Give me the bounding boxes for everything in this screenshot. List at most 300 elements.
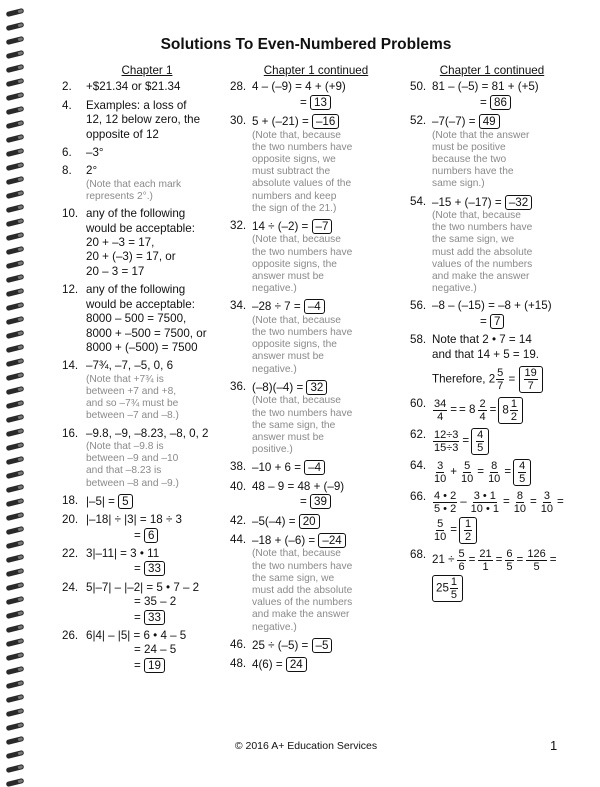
solution-text: any of the following bbox=[86, 207, 186, 221]
problem bbox=[410, 80, 574, 110]
problem-solution bbox=[252, 380, 402, 456]
problem-solution bbox=[432, 333, 574, 393]
explanatory-note: because the two bbox=[432, 154, 507, 166]
problem-number: 62. bbox=[410, 428, 427, 442]
solution-line: $\frac{34}{4}$ = = 8 $\frac{2}{4}$ = 8 $\frac{1}{2}$ bbox=[432, 397, 574, 424]
problem-solution bbox=[86, 164, 232, 203]
fraction bbox=[513, 490, 527, 515]
explanatory-note: the same sign, the bbox=[252, 419, 336, 431]
solution-line bbox=[432, 95, 574, 110]
problem-number: 6. bbox=[62, 146, 72, 160]
solution-text: –7(–7) = bbox=[432, 115, 479, 129]
fraction-numerator: 3 bbox=[543, 490, 550, 503]
problem-solution bbox=[252, 299, 402, 375]
fraction-numerator: 5 bbox=[497, 367, 504, 380]
explanatory-note: must subtract the bbox=[252, 166, 331, 178]
solution-line bbox=[86, 581, 232, 595]
binding-coil bbox=[6, 22, 25, 31]
boxed-answer: 13 bbox=[310, 95, 331, 110]
solution-line bbox=[432, 314, 574, 329]
solution-text: –15 + (–17) = bbox=[432, 195, 505, 209]
solution-line bbox=[252, 380, 402, 395]
solution-line bbox=[86, 113, 232, 127]
solution-text: 8000 + (–500) = 7500 bbox=[86, 340, 198, 354]
column-heading: Chapter 1 continued bbox=[263, 64, 369, 77]
binding-coil bbox=[6, 274, 25, 283]
solution-text: 20 – 3 = 17 bbox=[86, 264, 145, 278]
solution-line bbox=[252, 80, 402, 94]
solution-line bbox=[252, 638, 402, 653]
problem bbox=[62, 99, 232, 142]
solution-text: would be acceptable: bbox=[86, 221, 195, 235]
problem-number: 44. bbox=[230, 532, 247, 546]
boxed-answer: 5 bbox=[118, 494, 132, 509]
boxed-answer bbox=[513, 459, 531, 486]
binding-coil bbox=[6, 554, 25, 563]
boxed-answer bbox=[432, 575, 463, 602]
boxed-answer: 86 bbox=[490, 95, 511, 110]
explanatory-note: numbers have the bbox=[432, 166, 514, 178]
fraction bbox=[518, 460, 526, 485]
solution-text: Therefore, 2 bbox=[432, 372, 496, 386]
binding-coil bbox=[6, 666, 25, 675]
problem bbox=[410, 397, 574, 424]
problem-number: 8. bbox=[62, 164, 72, 178]
binding-coil bbox=[6, 316, 25, 325]
solution-line bbox=[252, 533, 402, 548]
explanatory-note: (Note that, because bbox=[252, 314, 341, 326]
boxed-answer: –5 bbox=[312, 638, 333, 653]
fraction bbox=[457, 548, 465, 573]
solution-line bbox=[252, 494, 402, 509]
solution-text: 4(6) = bbox=[252, 658, 286, 672]
binding-coil bbox=[6, 302, 25, 311]
explanatory-note: values of the numbers bbox=[432, 258, 533, 270]
binding-coil bbox=[6, 148, 25, 157]
boxed-answer: 24 bbox=[286, 657, 307, 672]
binding-coil bbox=[6, 470, 25, 479]
whole-number: = 8 bbox=[459, 403, 476, 417]
binding-coil bbox=[6, 596, 25, 605]
problem-solution bbox=[86, 146, 232, 160]
problem bbox=[230, 219, 402, 295]
problem-solution bbox=[252, 657, 402, 672]
problem bbox=[230, 80, 402, 110]
fraction-numerator: 8 bbox=[516, 490, 523, 503]
problem-solution bbox=[432, 299, 574, 329]
solution-text: would be acceptable: bbox=[86, 297, 195, 311]
binding-coil bbox=[6, 386, 25, 395]
boxed-answer: 39 bbox=[310, 494, 331, 509]
fraction-numerator: 5 bbox=[437, 518, 444, 531]
boxed-answer bbox=[459, 517, 477, 544]
problem-solution bbox=[432, 114, 574, 190]
binding-coil bbox=[6, 400, 25, 409]
boxed-answer: –24 bbox=[318, 533, 345, 548]
explanatory-note: opposite signs, the bbox=[252, 339, 337, 351]
solution-line bbox=[86, 283, 232, 297]
boxed-answer bbox=[471, 428, 489, 455]
fraction bbox=[433, 429, 459, 454]
solution-line bbox=[86, 359, 232, 373]
problem-solution bbox=[86, 359, 232, 422]
solution-line bbox=[86, 250, 232, 264]
fraction-numerator: 4 bbox=[519, 460, 526, 473]
fraction bbox=[464, 518, 472, 543]
fraction-denominator: 10 bbox=[540, 503, 554, 516]
solution-text: 21 ÷ bbox=[432, 553, 455, 567]
solution-text: 8000 + –500 = 7500, or bbox=[86, 326, 207, 340]
problem-number: 4. bbox=[62, 98, 72, 112]
problem bbox=[410, 548, 574, 602]
solution-text: 14 ÷ (–2) = bbox=[252, 220, 312, 234]
problem-solution bbox=[252, 460, 402, 475]
explanatory-note: the two numbers have bbox=[252, 560, 353, 572]
solution-text: = 35 – 2 bbox=[134, 595, 177, 609]
solution-text: any of the following bbox=[86, 283, 186, 297]
explanatory-note: absolute values of the bbox=[252, 178, 352, 190]
solution-line bbox=[86, 513, 232, 527]
fraction-numerator: 19 bbox=[524, 367, 537, 380]
binding-coil bbox=[6, 372, 25, 381]
explanatory-note: (Note that +7¾ is bbox=[86, 373, 164, 385]
explanatory-note: negative.) bbox=[252, 621, 297, 633]
fraction-numerator: 4 bbox=[477, 429, 484, 442]
explanatory-note: answer must be bbox=[252, 271, 324, 283]
solution-line bbox=[86, 312, 232, 326]
binding-coil bbox=[6, 540, 25, 549]
solution-text: –10 + 6 = bbox=[252, 461, 305, 475]
fraction-denominator: 10 bbox=[513, 503, 527, 516]
problem-solution bbox=[252, 533, 402, 634]
problem-number: 14. bbox=[62, 359, 79, 373]
solution-text: (–8)(–4) = bbox=[252, 380, 307, 394]
problem-solution bbox=[86, 513, 232, 543]
binding-coil bbox=[6, 358, 25, 367]
fraction-denominator: 4 bbox=[479, 411, 486, 424]
problem-solution bbox=[432, 548, 574, 602]
binding-coil bbox=[6, 92, 25, 101]
problem-number: 60. bbox=[410, 397, 427, 411]
fraction bbox=[450, 576, 458, 601]
solution-line: 21 ÷ $\frac{5}{6}$ = $\frac{21}{1}$ = $\frac{6}{5}$ = $\frac{126}{5}$ = 25 $\frac{1}{5}$ bbox=[432, 548, 557, 602]
binding-coil bbox=[6, 624, 25, 633]
solution-line bbox=[86, 643, 232, 657]
binding-coil bbox=[6, 512, 25, 521]
explanatory-note: must add the absolute bbox=[432, 246, 533, 258]
problem bbox=[62, 494, 232, 509]
fraction bbox=[510, 398, 518, 423]
solution-line bbox=[432, 299, 574, 313]
binding-coil bbox=[6, 722, 25, 731]
problem-number: 48. bbox=[230, 657, 247, 671]
solution-line bbox=[252, 114, 402, 129]
binding-coil bbox=[6, 442, 25, 451]
binding-coil bbox=[6, 330, 25, 339]
column-heading: Chapter 1 bbox=[121, 64, 173, 77]
binding-coil bbox=[6, 204, 25, 213]
fraction-numerator: 3 bbox=[437, 460, 444, 473]
problem bbox=[62, 427, 232, 490]
whole-number: 25 bbox=[436, 581, 449, 595]
problem bbox=[410, 490, 574, 544]
solution-line bbox=[86, 164, 232, 178]
solution-text: 12, 12 below zero, the bbox=[86, 113, 201, 127]
solution-line bbox=[252, 657, 402, 672]
explanatory-note: same sign.) bbox=[432, 178, 485, 190]
problem-solution bbox=[432, 490, 574, 544]
column-1 bbox=[62, 64, 232, 677]
boxed-answer: –4 bbox=[304, 299, 325, 314]
fraction-denominator: 15÷3 bbox=[434, 442, 459, 455]
solution-line bbox=[86, 99, 232, 113]
fraction-denominator: 1 bbox=[482, 561, 489, 574]
binding-coil bbox=[6, 428, 25, 437]
problem-number: 36. bbox=[230, 379, 247, 393]
solution-line bbox=[86, 128, 232, 142]
problem-solution bbox=[86, 283, 232, 355]
whole-number: 8 bbox=[502, 403, 509, 417]
fraction-numerator: 21 bbox=[479, 548, 492, 561]
problem-number: 38. bbox=[230, 460, 247, 474]
fraction-denominator: 2 bbox=[465, 531, 472, 544]
problem-number: 46. bbox=[230, 637, 247, 651]
explanatory-note: (Note that each mark bbox=[86, 178, 182, 190]
fraction-numerator: 12÷3 bbox=[434, 429, 459, 442]
boxed-answer: 19 bbox=[144, 658, 165, 673]
fraction bbox=[526, 548, 546, 573]
problem bbox=[62, 207, 232, 279]
solution-text: 20 + –3 = 17, bbox=[86, 236, 155, 250]
equals-sign: = bbox=[134, 562, 144, 576]
problem-solution bbox=[432, 428, 574, 455]
problem-solution bbox=[86, 494, 232, 509]
fraction-denominator: 5 bbox=[519, 473, 526, 486]
binding-coil bbox=[6, 708, 25, 717]
boxed-answer bbox=[498, 397, 523, 424]
fraction bbox=[478, 548, 492, 573]
problem-solution bbox=[432, 459, 574, 486]
problem bbox=[230, 380, 402, 456]
problem-number: 34. bbox=[230, 299, 247, 313]
explanatory-note: the two numbers have bbox=[432, 222, 533, 234]
fraction bbox=[496, 367, 504, 392]
binding-coil bbox=[6, 568, 25, 577]
fraction-denominator: 7 bbox=[527, 380, 534, 393]
problem-number: 32. bbox=[230, 219, 247, 233]
fraction-numerator: 34 bbox=[434, 398, 447, 411]
problem-solution bbox=[252, 638, 402, 653]
solution-text: –5(–4) = bbox=[252, 514, 299, 528]
fraction-denominator: 5 bbox=[533, 561, 540, 574]
solution-line bbox=[86, 80, 232, 94]
problem bbox=[230, 460, 402, 475]
equals-sign: = bbox=[134, 528, 144, 542]
binding-coil bbox=[6, 246, 25, 255]
fraction-denominator: 10 bbox=[434, 473, 447, 486]
binding-coil bbox=[6, 638, 25, 647]
binding-coil bbox=[6, 232, 25, 241]
problem-solution bbox=[86, 207, 232, 279]
solution-line: $\frac{12\div 3}{15\div 3}$ = $\frac{4}{5}$ bbox=[432, 428, 574, 455]
fraction bbox=[505, 548, 513, 573]
explanatory-note: represents 2°.) bbox=[86, 191, 153, 203]
solution-text: Examples: a loss of bbox=[86, 98, 187, 112]
problem-number: 18. bbox=[62, 493, 79, 507]
solution-text: –18 + (–6) = bbox=[252, 533, 319, 547]
fraction bbox=[524, 367, 538, 392]
solution-text: 20 + (–3) = 17, or bbox=[86, 250, 176, 264]
problem-number: 54. bbox=[410, 194, 427, 208]
problem-solution bbox=[252, 514, 402, 529]
explanatory-note: must add the absolute bbox=[252, 584, 353, 596]
binding-coil bbox=[6, 456, 25, 465]
solution-line bbox=[432, 114, 574, 129]
explanatory-note: (Note that –9.8 is bbox=[86, 440, 164, 452]
explanatory-note: opposite signs, we bbox=[252, 154, 336, 166]
fraction bbox=[433, 518, 447, 543]
solution-line bbox=[86, 547, 232, 561]
problem-number: 2. bbox=[62, 80, 72, 94]
boxed-answer: –32 bbox=[505, 195, 532, 210]
problem bbox=[62, 359, 232, 422]
explanatory-note: the two numbers have bbox=[252, 141, 353, 153]
problem-number: 40. bbox=[230, 479, 247, 493]
equals-sign: = bbox=[134, 610, 144, 624]
explanatory-note: values of the numbers bbox=[252, 597, 353, 609]
problem-number: 52. bbox=[410, 114, 427, 128]
solution-text: –9.8, –9, –8.23, –8, 0, 2 bbox=[86, 426, 209, 440]
problem-number: 12. bbox=[62, 283, 79, 297]
explanatory-note: answer must be bbox=[252, 431, 324, 443]
solution-line bbox=[86, 298, 232, 312]
problem-solution bbox=[432, 397, 574, 424]
binding-coil bbox=[6, 50, 25, 59]
problem bbox=[62, 146, 232, 160]
fraction-numerator: 1 bbox=[465, 518, 472, 531]
explanatory-note: must be positive bbox=[432, 141, 506, 153]
binding-coil bbox=[6, 36, 25, 45]
explanatory-note: the two numbers have bbox=[252, 246, 353, 258]
problem-solution bbox=[252, 114, 402, 215]
explanatory-note: opposite signs, the bbox=[252, 258, 337, 270]
solution-line bbox=[432, 195, 574, 210]
boxed-answer: 49 bbox=[479, 114, 500, 129]
boxed-answer: –7 bbox=[312, 219, 333, 234]
binding-coil bbox=[6, 190, 25, 199]
boxed-answer: 20 bbox=[299, 514, 320, 529]
binding-coil bbox=[6, 680, 25, 689]
problem-number: 24. bbox=[62, 580, 79, 594]
fraction-numerator: 3 • 1 bbox=[473, 490, 496, 503]
footer-copyright: © 2016 A+ Education Services bbox=[234, 740, 378, 752]
problem bbox=[230, 533, 402, 634]
problem-number: 22. bbox=[62, 546, 79, 560]
solution-line bbox=[86, 427, 232, 441]
fraction-numerator: 1 bbox=[510, 398, 517, 411]
solution-text: –28 ÷ 7 = bbox=[252, 300, 304, 314]
solution-text: opposite of 12 bbox=[86, 127, 159, 141]
binding-coil bbox=[6, 218, 25, 227]
explanatory-note: the sign of the 21.) bbox=[252, 202, 337, 214]
solution-line bbox=[86, 610, 232, 625]
problem-number: 26. bbox=[62, 629, 79, 642]
problem bbox=[410, 114, 574, 190]
problem bbox=[410, 299, 574, 329]
fraction-numerator: 1 bbox=[450, 576, 458, 589]
solution-line bbox=[86, 595, 232, 609]
solution-text: 5|–7| – |–2| = 5 • 7 – 2 bbox=[86, 580, 200, 594]
solution-text: |–5| = bbox=[86, 494, 119, 508]
solution-text: and that 14 + 5 = 19. bbox=[432, 347, 540, 361]
solution-text: 81 – (–5) = 81 + (+5) bbox=[432, 80, 539, 94]
fraction bbox=[487, 460, 501, 485]
explanatory-note: and make the answer bbox=[252, 609, 350, 621]
fraction-denominator: 10 • 1 bbox=[470, 503, 499, 516]
binding-coil bbox=[6, 288, 25, 297]
problem-solution bbox=[252, 80, 402, 110]
problem bbox=[230, 480, 402, 510]
solution-text: –7¾, –7, –5, 0, 6 bbox=[86, 359, 174, 373]
boxed-answer: 32 bbox=[306, 380, 327, 395]
binding-coil bbox=[6, 134, 25, 143]
solution-text: 48 – 9 = 48 + (–9) bbox=[252, 479, 345, 493]
explanatory-note: between –9 and –10 bbox=[86, 453, 179, 465]
explanatory-note: positive.) bbox=[252, 444, 293, 456]
solution-line bbox=[86, 341, 232, 355]
binding-coil bbox=[6, 764, 25, 773]
boxed-answer bbox=[519, 366, 543, 393]
problem-number: 16. bbox=[62, 426, 79, 440]
fraction bbox=[470, 490, 500, 515]
problem bbox=[410, 333, 574, 393]
solution-line bbox=[86, 658, 232, 673]
problem-number: 10. bbox=[62, 207, 79, 221]
explanatory-note: the same sign, we bbox=[432, 234, 515, 246]
boxed-answer: 33 bbox=[144, 610, 165, 625]
binding-coil bbox=[6, 120, 25, 129]
binding-coil bbox=[6, 78, 25, 87]
fraction-denominator: 5 • 2 bbox=[434, 503, 457, 516]
solution-line bbox=[432, 333, 574, 347]
binding-coil bbox=[6, 176, 25, 185]
boxed-answer: 33 bbox=[144, 561, 165, 576]
fraction-denominator: 10 bbox=[461, 473, 474, 486]
fraction bbox=[460, 460, 474, 485]
problem bbox=[62, 80, 232, 94]
fraction-numerator: 8 bbox=[491, 460, 498, 473]
equals-sign: = bbox=[300, 95, 310, 109]
explanatory-note: numbers and keep bbox=[252, 190, 337, 202]
problem bbox=[230, 299, 402, 375]
binding-coil bbox=[6, 344, 25, 353]
explanatory-note: (Note that, because bbox=[432, 210, 521, 222]
column-3 bbox=[410, 64, 574, 606]
solution-line: Therefore, 2 $\frac{5}{7}$ = $\frac{19}{7}$ bbox=[432, 366, 574, 393]
page bbox=[36, 0, 600, 786]
solution-line bbox=[252, 95, 402, 110]
fraction bbox=[540, 490, 554, 515]
binding-coil bbox=[6, 8, 25, 17]
explanatory-note: (Note that, because bbox=[252, 129, 341, 141]
problem-number: 30. bbox=[230, 114, 247, 128]
problem-solution bbox=[86, 581, 232, 625]
problem-number: 58. bbox=[410, 333, 427, 347]
problem bbox=[62, 283, 232, 355]
problem-solution bbox=[432, 80, 574, 110]
problem-solution bbox=[86, 80, 232, 94]
problem bbox=[410, 195, 574, 296]
